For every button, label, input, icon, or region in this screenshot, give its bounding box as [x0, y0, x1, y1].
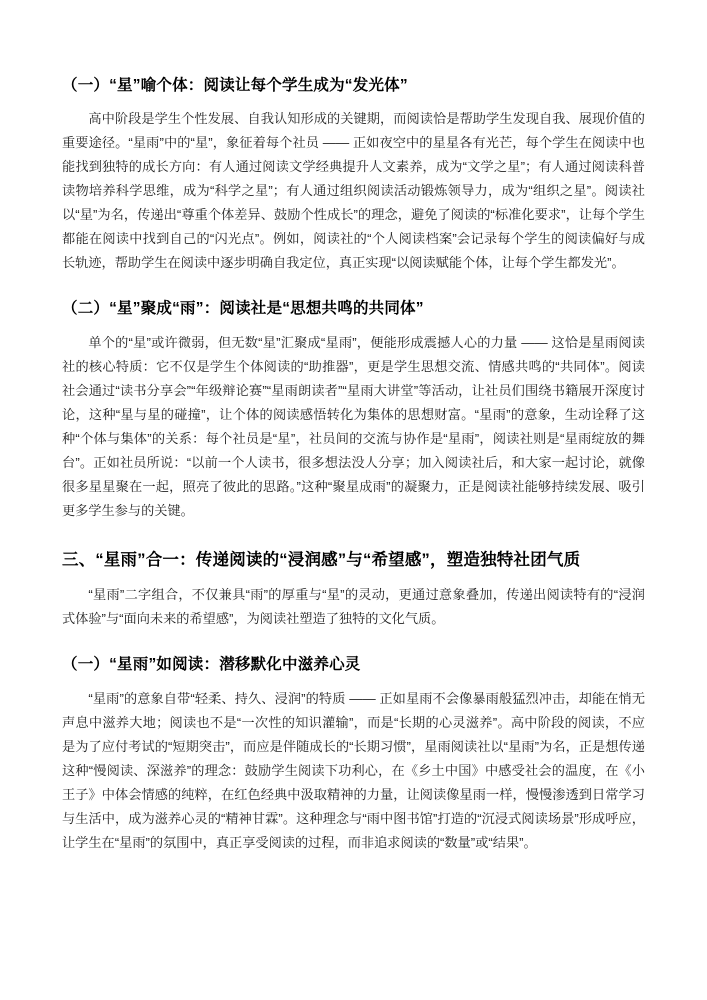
section-heading-3: 三、“星雨”合一：传递阅读的“浸润感”与“希望感”，塑造独特社团气质	[62, 550, 581, 569]
section-heading-4: （一）“星雨”如阅读：潜移默化中滋养心灵	[62, 656, 361, 674]
document-body	[62, 74, 645, 855]
section-heading-2: （二）“星”聚成“雨”：阅读社是“思想共鸣的共同体”	[62, 300, 424, 318]
document-section-4	[62, 653, 645, 854]
section-heading-1: （一）“星”喻个体：阅读让每个学生成为“发光体”	[62, 77, 408, 94]
section-paragraph-1-1: 高中阶段是学生个性发展、自我认知形成的关键期，而阅读恰是帮助学生发现自我、展现价值的重要途径。“星雨”中的“星”，象征着每个社员 —— 正如夜空中的星星各有光芒，每个学生在阅读中也能找到独特的成长方向：有人通过阅读文学经典提升人文素养，成为“文学之星”；有人通过阅读科普读物培养科学思维，成为“科学之星”；有人通过组织阅读活动锻炼领导力，成为“组织之星”。阅读社以“星”为名，传递出“尊重个体差异、鼓励个性成长”的理念，避免了阅读的“标准化要求”，让每个学生都能在阅读中找到自己的“闪光点”。例如，阅读社的“个人阅读档案”会记录每个学生的阅读偏好与成长轨迹，帮助学生在阅读中逐步明确自我定位，真正实现“以阅读赋能个体，让每个学生都发光”。	[62, 111, 645, 271]
document-section-2	[62, 297, 645, 522]
section-paragraph-4-1: “星雨”的意象自带“轻柔、持久、浸润”的特质 —— 正如星雨不会像暴雨般猛烈冲击，却能在悄无声息中滋养大地；阅读也不是“一次性的知识灌输”，而是“长期的心灵滋养”。高中阶段的阅读，不应是为了应付考试的“短期突击”，而应是伴随成长的“长期习惯”，星雨阅读社以“星雨”为名，正是想传递这种“慢阅读、深滋养”的理念：鼓励学生阅读下功利心，在《乡土中国》中感受社会的温度，在《小王子》中体会情感的纯粹，在红色经典中汲取精神的力量，让阅读像星雨一样，慢慢渗透到日常学习与生活中，成为滋养心灵的“精神甘霖”。这种理念与“雨中图书馆”打造的“沉浸式阅读场景”形成呼应，让学生在“星雨”的氛围中，真正享受阅读的过程，而非追求阅读的“数量”或“结果”。	[62, 690, 645, 850]
section-paragraph-2-1: 单个的“星”或许微弱，但无数“星”汇聚成“星雨”，便能形成震撼人心的力量 —— 这恰是星雨阅读社的核心特质：它不仅是学生个体阅读的“助推器”，更是学生思想交流、情感共鸣的“共同体”。阅读社会通过“读书分享会”“年级辩论赛”“星雨朗读者”“星雨大讲堂”等活动，让社员们围绕书籍展开深度讨论，这种“星与星的碰撞”，让个体的阅读感悟转化为集体的思想财富。“星雨”的意象，生动诠释了这种“个体与集体”的关系：每个社员是“星”，社员间的交流与协作是“星雨”，阅读社则是“星雨绽放的舞台”。正如社员所说：“以前一个人读书，很多想法没人分享；加入阅读社后，和大家一起讨论，就像很多星星聚在一起，照亮了彼此的思路。”这种“聚星成雨”的凝聚力，正是阅读社能够持续发展、吸引更多学生参与的关键。	[62, 334, 645, 518]
document-section-1	[62, 74, 645, 275]
section-paragraph-3-1: “星雨”二字组合，不仅兼具“雨”的厚重与“星”的灵动，更通过意象叠加，传递出阅读特有的“浸润式体验”与“面向未来的希望感”，为阅读社塑造了独特的文化气质。	[62, 587, 645, 627]
document-section-3	[62, 547, 645, 632]
